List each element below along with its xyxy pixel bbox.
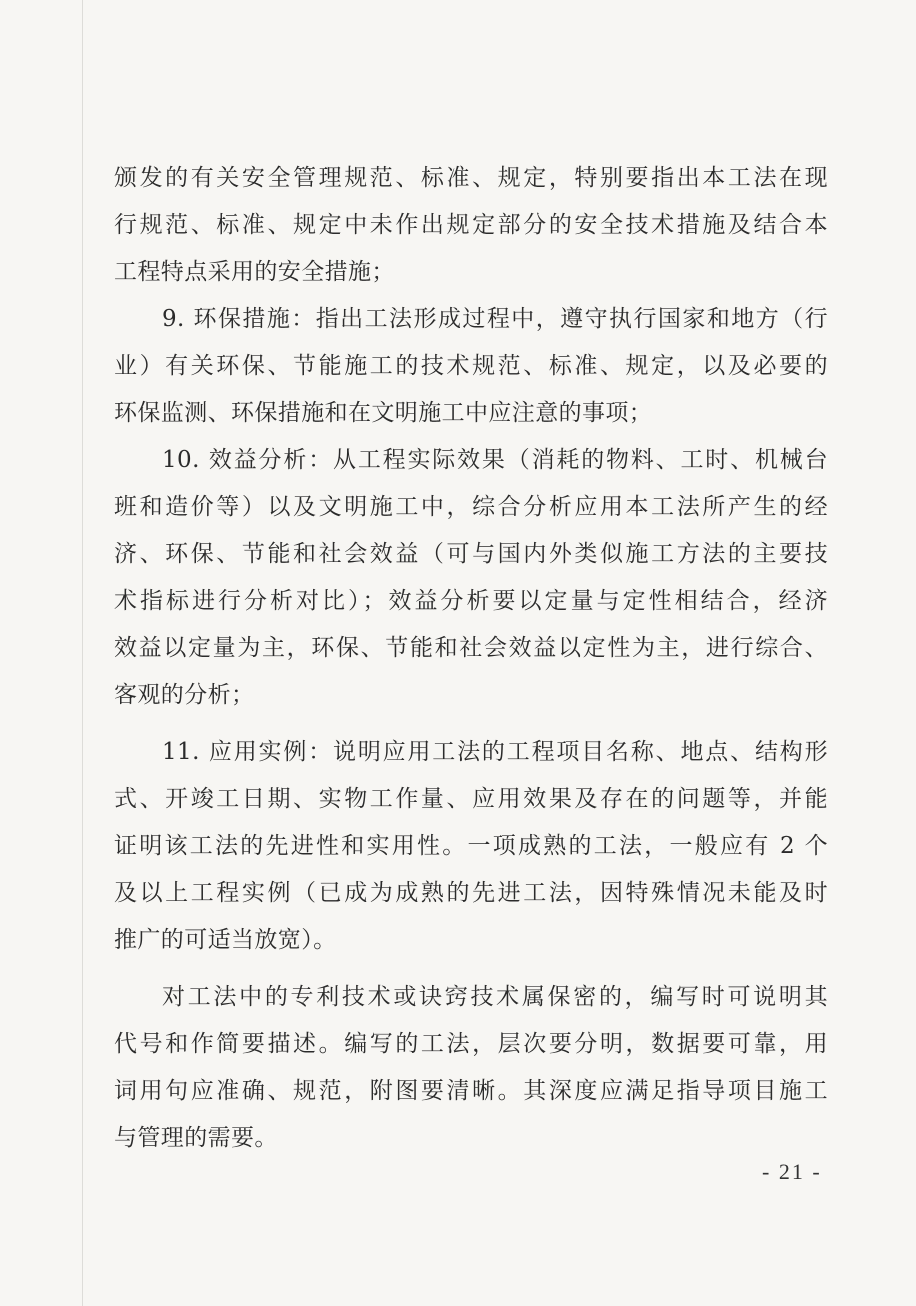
text-line: 班和造价等）以及文明施工中，综合分析应用本工法所产生的经 bbox=[114, 494, 828, 520]
text-line: 与管理的需要。 bbox=[114, 1125, 278, 1151]
text-line: 工程特点采用的安全措施； bbox=[114, 259, 395, 285]
text-line: 客观的分析； bbox=[114, 682, 255, 708]
text-line: 颁发的有关安全管理规范、标准、规定，特别要指出本工法在现 bbox=[114, 165, 828, 191]
closing-paragraph-line: 对工法中的专利技术或诀窍技术属保密的，编写时可说明其 bbox=[162, 984, 828, 1010]
item-11-heading-line: 11. 应用实例：说明应用工法的工程项目名称、地点、结构形 bbox=[162, 739, 828, 765]
text-line: 代号和作简要描述。编写的工法，层次要分明，数据要可靠，用 bbox=[114, 1031, 828, 1057]
text-line: 行规范、标准、规定中未作出规定部分的安全技术措施及结合本 bbox=[114, 212, 828, 238]
text-line: 济、环保、节能和社会效益（可与国内外类似施工方法的主要技 bbox=[114, 541, 828, 567]
text-line: 式、开竣工日期、实物工作量、应用效果及存在的问题等，并能 bbox=[114, 786, 828, 812]
text-line: 效益以定量为主，环保、节能和社会效益以定性为主，进行综合、 bbox=[114, 635, 828, 661]
text-line: 及以上工程实例（已成为成熟的先进工法，因特殊情况未能及时 bbox=[114, 880, 828, 906]
text-line: 环保监测、环保措施和在文明施工中应注意的事项； bbox=[114, 400, 653, 426]
item-10-heading-line: 10. 效益分析：从工程实际效果（消耗的物料、工时、机械台 bbox=[162, 447, 828, 473]
paragraph-gap bbox=[114, 964, 828, 974]
text-line: 推广的可适当放宽）。 bbox=[114, 927, 337, 953]
document-body bbox=[114, 155, 828, 1162]
page-binding-edge bbox=[82, 0, 83, 1306]
text-line: 词用句应准确、规范，附图要清晰。其深度应满足指导项目施工 bbox=[114, 1078, 828, 1104]
text-line: 证明该工法的先进性和实用性。一项成熟的工法，一般应有 2 个 bbox=[114, 833, 828, 859]
text-line: 业）有关环保、节能施工的技术规范、标准、规定，以及必要的 bbox=[114, 353, 828, 379]
paragraph-gap bbox=[114, 719, 828, 729]
item-9-heading-line: 9. 环保措施：指出工法形成过程中，遵守执行国家和地方（行 bbox=[162, 306, 828, 332]
page-number: - 21 - bbox=[762, 1159, 822, 1184]
text-line: 术指标进行分析对比）；效益分析要以定量与定性相结合，经济 bbox=[114, 588, 828, 614]
